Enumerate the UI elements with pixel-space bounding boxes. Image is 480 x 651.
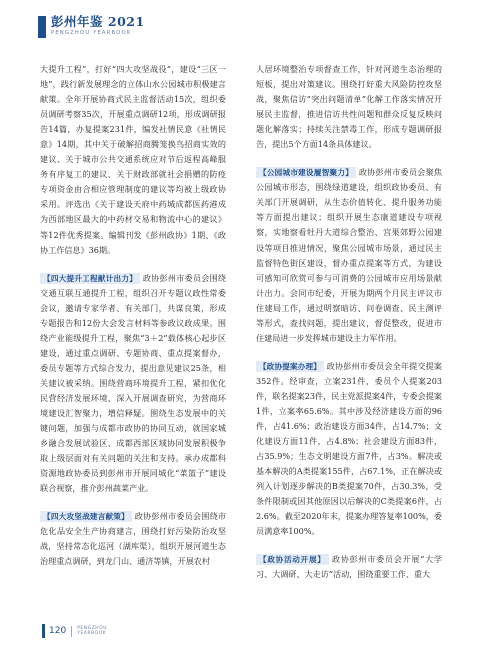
section-heading-badge: 【四大攻坚战建言献策】 — [40, 511, 132, 522]
header-accent-bar — [38, 16, 46, 38]
page-number: 120 — [49, 626, 67, 636]
section-four-projects — [40, 271, 226, 497]
yearbook-name: 彭州年鉴 — [51, 14, 104, 29]
section-body-text: 政协彭州市委员会全年提交提案352件。经审查，立案231件，委员个人提案203件，联名提案23件，民主党派提案4件，专委会提案1件，立案率65.6%。其中涉及经济建设方面的96件，占41.6%；政治建设方面34件，占14.7%；文化建设方面11件，占4.8%；社会建设方面83件，占35.9%；生态文明建设方面7件，占3%。解决或基本解决的A类提案155件，占67.1%，正在解决或列入计划逐步解决的B类提案70件，占30.3%，受条件限制或因其他原因以后解决的C类提案6件，占2.6%。截至2020年末，提案办理答复率100%，委员满意率100%。 — [256, 360, 442, 537]
footer-line-1: PENGZHOU — [77, 625, 108, 631]
right-column — [256, 62, 442, 583]
right-intro-paragraph: 人居环境整治专项督查工作，针对河道生态治理的短板，提出对策建议。围绕打好重大风险防控攻坚战，聚焦信访“突出问题清单”化解工作落实情况开展民主监督，推进信访共性问题和群众反复反映问题化解落实；持续关注禁毒工作，形成专题调研报告，提出5个方面14条具体建议。 — [256, 64, 442, 150]
footer-accent-bar — [42, 624, 45, 638]
section-body-text: 政协彭州市委员会聚焦公园城市形态，围绕绿道建设，组织政协委员、有关部门开展调研，从生态价值转化、提升服务功能等方面提出建议；组织开展生态康道建设专项视察，实地察看牡丹大道综合整治、宫果郊野公园建设等项目推进情况，聚焦公园城市场景，通过民主监督特色街区建设，督办重点提案等方式，为建设可感知可欣赏可参与可消费的公园城市应用场景献计出力。会同市纪委，开展为期两个月民主评议市住建局工作，通过明察暗访、问卷调查、民主测评等形式，查找问题，提出建议，督促整改，促进市住建局进一步发挥城市建设主力军作用。 — [256, 167, 442, 343]
left-column — [40, 62, 226, 570]
section-heading-badge: 【公园城市建设履智聚力】 — [256, 167, 356, 178]
section-body-text: 政协彭州市委员会围绕交通互联互通提升工程，组织召开专题议政性常委会议，邀请专家学者、有关部门，共谋良策，形成专题报告和12份大会发言材料等参政议政成果。围绕产业能级提升工程，聚焦“3＋2”载体核心起步区建设，通过重点调研、专题协商、重点提案督办，委员专题等方式综合发力，提出意见建议25条，相关建议被采纳。围绕营商环境提升工程，紧扣优化民营经济发展环境，深入开展调查研究，为营商环境建设汇智聚力，增信释疑。围绕生态发展中的关键问题，加强与成都市政协的协同互动，就国家城乡融合发展试验区、成都西部区域协同发展积极争取上级层面对有关问题的关注和支持。承办成都科资源地政协委员到彭州市开展同城化“菜篮子”建设联合视察，推介彭州蔬菜产业。 — [40, 272, 226, 494]
page-footer — [42, 624, 107, 638]
section-body-text: 政协彭州市委员会开展“大学习、大调研、大走访”活动，围绕重要工作、重大 — [256, 554, 443, 580]
yearbook-title — [51, 14, 145, 29]
footer-line-2: YEARBOOK — [77, 631, 107, 636]
footer-label — [77, 626, 107, 637]
yearbook-year: 2021 — [107, 14, 145, 29]
left-intro-paragraph: 大提升工程”，打好“四大攻坚战役”，建设“三区一地”，践行新发展理念的立体山水公园城市积极建言献策。全年开展协商式民主监督活动15次，组织委员调研考察35次，开展重点调研12项，形成调研报告14篇，办复提案231件，编发社情民意《社情民意》14期，其中关于破解招商腾笼换鸟招商实效的建议、关于城市公共交通系统应对节后返程高峰服务有序复工的建议、关于财政部就社会捐赠的防疫专项资金由合相应管理制度的建议等均被上级政协采用。评选出《关于建设天府中药城成都医药港成为西部地区最大的中药材交易和物流中心的建议》等12件优秀提案。编辑刊发《彭州政协》1期、《政协工作信息》36期。 — [40, 64, 226, 255]
section-park-city — [256, 165, 442, 346]
section-activities — [256, 552, 442, 582]
section-heading-badge: 【四大提升工程献计出力】 — [40, 273, 140, 284]
footer-divider — [71, 626, 72, 637]
header-text — [51, 14, 145, 37]
yearbook-subtitle: PENGZHOU YEARBOOK — [51, 30, 132, 36]
section-heading-badge: 【政协提案办理】 — [256, 361, 324, 372]
section-proposal-handling — [256, 359, 442, 540]
section-body-text: 政协彭州市委员会围绕市危化品安全生产协商建言，围绕打好污染防治攻坚战，坚持常态化巡河（湖库渠），组织开展河道生态治理重点调研，到龙门山、通济等镇，开展农村 — [40, 511, 226, 567]
page-header — [38, 14, 145, 48]
section-four-battles — [40, 509, 226, 569]
section-heading-badge: 【政协活动开展】 — [256, 554, 329, 565]
